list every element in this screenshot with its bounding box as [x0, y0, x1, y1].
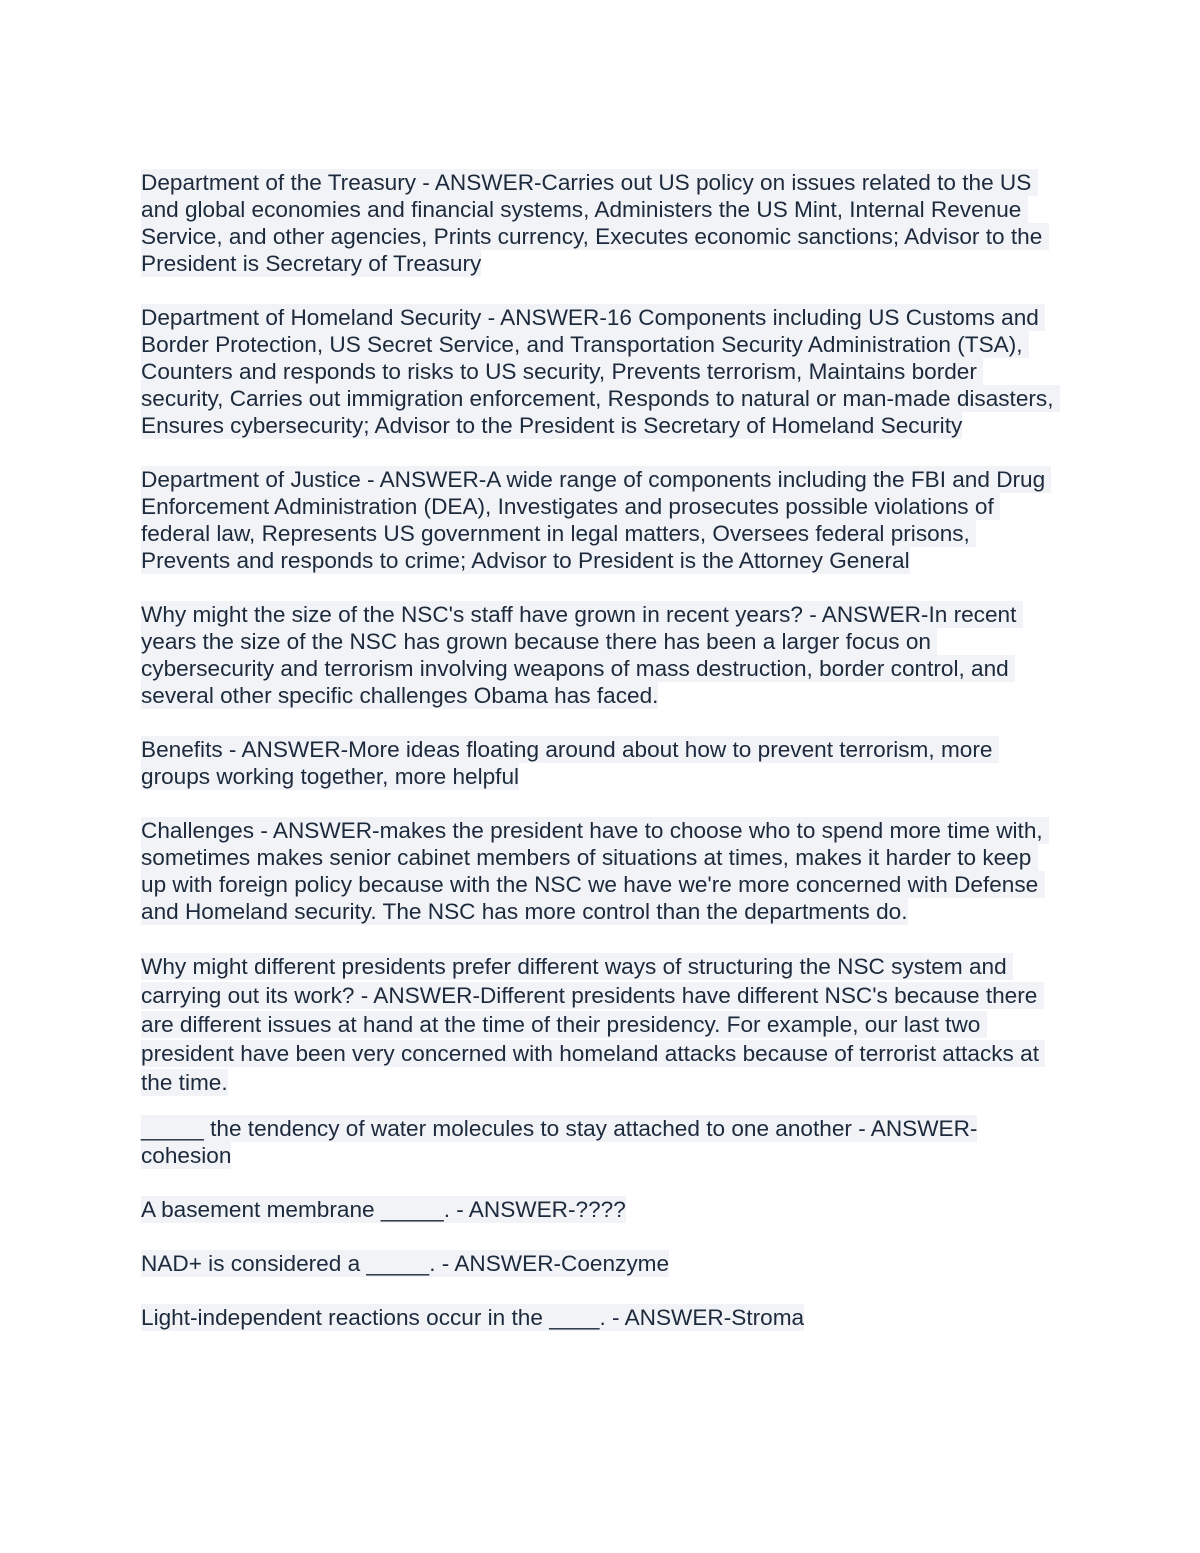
- flashcard-entry: [141, 736, 1061, 790]
- flashcard-entry: [141, 466, 1061, 574]
- flashcard-entry: [141, 1115, 1061, 1169]
- flashcard-text: Department of Justice - ANSWER-A wide range of components including the FBI and Drug Enforcement Administration (DEA), Investigates and prosecutes possible violations of federal law, Represents US government in legal matters, Oversees federal prisons, Prevents and responds to crime; Advisor to President is the Attorney General: [141, 467, 1052, 573]
- flashcard-text: Why might different presidents prefer different ways of structuring the NSC system and carrying out its work? - ANSWER-Different presidents have different NSC's because there are different issues at hand at the time of their presidency. For example, our last two president have been very concerned with homeland attacks because of terrorist attacks at the time.: [141, 954, 1046, 1095]
- flashcard-entry: [141, 1304, 1061, 1331]
- flashcard-entry: [141, 1250, 1061, 1277]
- flashcard-list: [141, 169, 1061, 1358]
- flashcard-text: Challenges - ANSWER-makes the president have to choose who to spend more time with, sometimes makes senior cabinet members of situations at times, makes it harder to keep up with foreign policy because with the NSC we have we're more concerned with Defense and Homeland security. The NSC has more control than the departments do.: [141, 818, 1049, 924]
- flashcard-text: NAD+ is considered a _____. - ANSWER-Coenzyme: [141, 1251, 670, 1276]
- flashcard-entry: [141, 817, 1061, 925]
- flashcard-text: Benefits - ANSWER-More ideas floating around about how to prevent terrorism, more groups working together, more helpful: [141, 737, 999, 789]
- flashcard-entry: [141, 601, 1061, 709]
- flashcard-entry: [141, 169, 1061, 277]
- flashcard-entry: [141, 952, 1061, 1097]
- flashcard-entry: [141, 304, 1061, 439]
- flashcard-text: _____ the tendency of water molecules to stay attached to one another - ANSWER-cohesion: [141, 1116, 978, 1168]
- flashcard-entry: [141, 1196, 1061, 1223]
- flashcard-text: Department of Homeland Security - ANSWER-16 Components including US Customs and Border Protection, US Secret Service, and Transportation Security Administration (TSA), Counters and responds to risks to US security, Prevents terrorism, Maintains border security, Carries out immigration enforcement, Responds to natural or man-made disasters, Ensures cybersecurity; Advisor to the President is Secretary of Homeland Security: [141, 305, 1060, 438]
- flashcard-text: Why might the size of the NSC's staff have grown in recent years? - ANSWER-In recent years the size of the NSC has grown because there has been a larger focus on cybersecurity and terrorism involving weapons of mass destruction, border control, and several other specific challenges Obama has faced.: [141, 602, 1023, 708]
- flashcard-text: A basement membrane _____. - ANSWER-????: [141, 1197, 626, 1222]
- flashcard-text: Department of the Treasury - ANSWER-Carries out US policy on issues related to the US and global economies and financial systems, Administers the US Mint, Internal Revenue Service, and other agencies, Prints currency, Executes economic sanctions; Advisor to the President is Secretary of Treasury: [141, 170, 1049, 276]
- flashcard-text: Light-independent reactions occur in the ____. - ANSWER-Stroma: [141, 1305, 805, 1330]
